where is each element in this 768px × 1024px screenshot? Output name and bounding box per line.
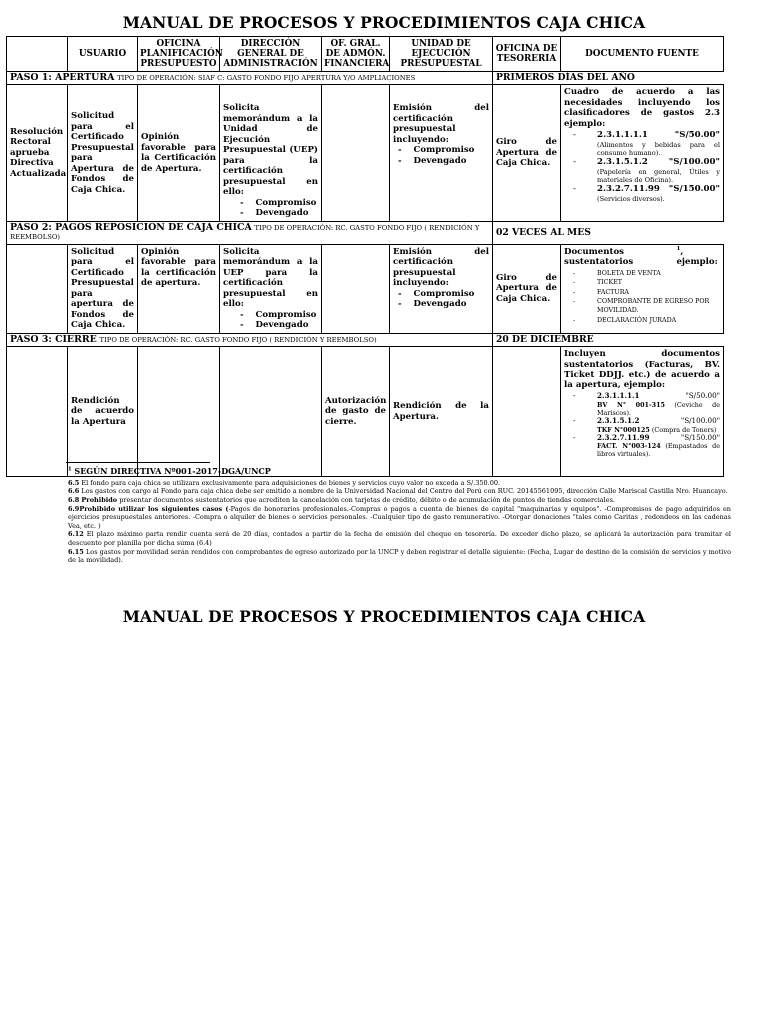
footnote-divider <box>66 462 210 463</box>
header-financiera: OF. GRAL. DE ADMÓN. FINANCIERA <box>322 37 390 72</box>
ejecucion-intro: Emisión del certificación presupuestal incluyendo: <box>393 246 489 289</box>
header-ejecucion: UNIDAD DE EJECUCIÓN PRESUPUESTAL <box>390 37 493 72</box>
documento-intro: Incluyen documentos sustentatorios (Facturas, BV. Ticket DDJJ. etc.) de acuerdo a la apertura, ejemplo: <box>564 349 720 391</box>
list-item: - 2.3.1.1.1.1 "S/50.00" (Alimentos y bebidas para el consumo humano). <box>597 130 720 157</box>
table-header-row <box>7 37 724 72</box>
step-frequency: PRIMEROS DÍAS DEL AÑO <box>496 72 635 83</box>
step-operation: TIPO DE OPERACIÓN: RC. GASTO FONDO FIJO ( RENDICIÓN Y REEMBOLSO) <box>10 223 480 242</box>
list-item: - Compromiso <box>398 288 475 299</box>
step-frequency: 02 VECES AL MES <box>496 226 591 238</box>
ejecucion-cell <box>390 85 493 221</box>
usuario-cell: Rendición de acuerdo la Apertura <box>68 347 138 477</box>
header-direccion: DIRECCIÓN GENERAL DE ADMINISTRACIÓN <box>220 37 322 72</box>
resolucion-cell <box>7 244 68 333</box>
footnote-heading: $^1$ SEGÚN DIRECTIVA Nº001-2017-DGA/UNCP <box>68 466 271 476</box>
step-row-1 <box>7 72 724 85</box>
list-item: - 2.3.2.7.11.99 "S/150.00" (Servicios diversos). <box>597 184 720 203</box>
table-row <box>7 347 724 477</box>
documento-intro: Documentos sustentatorios $^1$, ejemplo: <box>564 245 718 268</box>
footnotes <box>68 466 731 565</box>
list-item: - Compromiso <box>398 145 475 156</box>
list-item: - TICKET <box>597 278 720 287</box>
resolucion-cell: Resolución Rectoral aprueba Directiva Actualizada <box>7 85 68 221</box>
list-item: - BOLETA DE VENTA <box>597 269 720 278</box>
header-tesoreria: OFICINA DE TESORERIA <box>493 37 561 72</box>
step-operation: TIPO DE OPERACIÓN: SIAF C: GASTO FONDO FIJO APERTURA Y/O AMPLIACIONES <box>117 74 416 82</box>
step-label: PASO 3: CIERRE <box>10 333 97 345</box>
header-planificacion: OFICINA PLANIFICACIÓN PRESUPUESTO <box>138 37 220 72</box>
tesoreria-cell: Giro de Apertura de Caja Chica. <box>493 244 561 333</box>
financiera-cell <box>322 244 390 333</box>
direccion-cell <box>220 244 322 333</box>
planificacion-cell: Opinión favorable para la Certificación de Apertura. <box>138 85 220 221</box>
list-item: - 2.3.1.5.1.2 "S/100.00" (Papelería en general, Útiles y materiales de Oficina). <box>597 157 720 184</box>
list-item: - FACTURA <box>597 288 720 297</box>
resolucion-cell <box>7 347 68 477</box>
documento-cell <box>561 85 724 221</box>
financiera-cell: Autorización de gasto de cierre. <box>322 347 390 477</box>
footnote-item: 6.9Prohibido utilizar los siguientes casos (-Pagos de honorarios profesionales.-Compras o pagos a cuenta de bienes de capital "maquinarias y equipos". -Compromisos de pago adquiridos en ejercicios presupuestales anteriores. -Compra o alquiler de bienes o servicios personales. -Cualquier tipo de gasto remunerativo. -Otorgar donaciones "tales como Caritas , redondeos en las cadenas Vea, etc. ) <box>68 504 731 530</box>
step-operation: TIPO DE OPERACIÓN: RC. GASTO FONDO FIJO ( RENDICIÓN Y REEMBOLSO) <box>99 335 377 344</box>
planificacion-cell: Opinión favorable para la certificación de apertura. <box>138 244 220 333</box>
ejecucion-cell: Rendición de la Apertura. <box>390 347 493 477</box>
table-row <box>7 244 724 333</box>
document-title-repeat: MANUAL DE PROCESOS Y PROCEDIMIENTOS CAJA CHICA <box>122 607 646 626</box>
header-documento: DOCUMENTO FUENTE <box>561 37 724 72</box>
footnote-item: 6.8 Prohibido presentar documentos sustentatorios que acrediten la cancelación con tarjetas de crédito, débito o de acumulación de puntos de tiendas comerciales. <box>68 495 615 504</box>
list-item: - COMPROBANTE DE EGRESO POR MOVILIDAD. <box>597 297 720 316</box>
header-usuario: USUARIO <box>68 37 138 72</box>
list-item: - DECLARACIÓN JURADA <box>597 316 720 325</box>
table-row <box>7 85 724 221</box>
list-item: - Devengado <box>398 155 467 166</box>
usuario-cell: Solicitud para el Certificado Presupuestal para apertura de Fondos de Caja Chica. <box>68 244 138 333</box>
financiera-cell <box>322 85 390 221</box>
step-row-2 <box>7 221 724 244</box>
header-empty <box>7 37 68 72</box>
tesoreria-cell <box>493 347 561 477</box>
footnote-item: 6.5 El fondo para caja chica se utilizara exclusivamente para adquisiciones de bienes y servicios cuyo valor no exceda a S/.350.00. <box>68 478 501 487</box>
planificacion-cell <box>138 347 220 477</box>
list-item: - Devengado <box>398 299 467 310</box>
list-item: - 2.3.1.5.1.2 "S/100.00" TKF N°000125 (Compra de Toners) <box>597 417 720 434</box>
usuario-cell: Solicitud para el Certificado Presupuestal para Apertura de Fondos de Caja Chica. <box>68 85 138 221</box>
documento-cell <box>561 347 724 477</box>
documento-cell <box>561 244 724 333</box>
tesoreria-cell: Giro de Apertura de Caja Chica. <box>493 85 561 221</box>
direccion-intro: Solicita memorándum a la Unidad de Ejecución Presupuestal (UEP) para la certificación presupuestal en ello: <box>223 103 318 198</box>
footnote-item: 6.15 Los gastos por movilidad serán rendidos con comprobantes de egreso autorizado por la UNCP y deben registrar el detalle siguiente: (Fecha, Lugar de destino de la comisión de servicios y motivo de la movilidad). <box>68 547 731 565</box>
documento-intro: Cuadro de acuerdo a las necesidades incluyendo los clasificadores de gastos 2.3 ejemplo: <box>564 87 720 129</box>
ejecucion-intro: Emisión del certificación presupuestal incluyendo: <box>393 103 489 145</box>
list-item: - Compromiso <box>240 309 317 320</box>
step-frequency: 20 DE DICIEMBRE <box>496 333 594 345</box>
list-item: - Devengado <box>240 208 309 219</box>
step-label: PASO 1: APERTURA <box>10 72 115 83</box>
list-item: - Devengado <box>240 320 309 331</box>
footnote-item: 6.12 El plazo máximo parta rendir cuenta será de 20 días, contados a partir de la fecha de emisión del cheque en tesorería. De exceder dicho plazo, se aplicará la autorización para tramitar el descuento por planilla por dicha suma (6.4) <box>68 530 731 548</box>
footnote-item: 6.6 Los gastos con cargo al Fondo para caja chica debe ser emitido a nombre de la Universidad Nacional del Centro del Perú con RUC. 20145561095, dirección Calle Mariscal Castilla Nro. Huancayo. <box>68 487 728 496</box>
list-item: - 2.3.2.7.11.99 "S/150.00" FACT. N°003-124 (Empastados de libros virtuales). <box>597 434 720 459</box>
direccion-cell <box>220 347 322 477</box>
ejecucion-cell <box>390 244 493 333</box>
process-table <box>6 36 724 477</box>
step-row-3 <box>7 333 724 346</box>
list-item: - 2.3.1.1.1.1 "S/50.00" BV N° 001-315 (Ceviche de Mariscos). <box>597 392 720 417</box>
direccion-intro: Solicita memorándum a la UEP para la certificación presupuestal en ello: <box>223 246 318 310</box>
list-item: - Compromiso <box>240 197 317 208</box>
direccion-cell <box>220 85 322 221</box>
document-title: MANUAL DE PROCESOS Y PROCEDIMIENTOS CAJA CHICA <box>122 13 646 32</box>
step-label: PASO 2: PAGOS REPOSICIÓN DE CAJA CHICA <box>10 221 252 233</box>
